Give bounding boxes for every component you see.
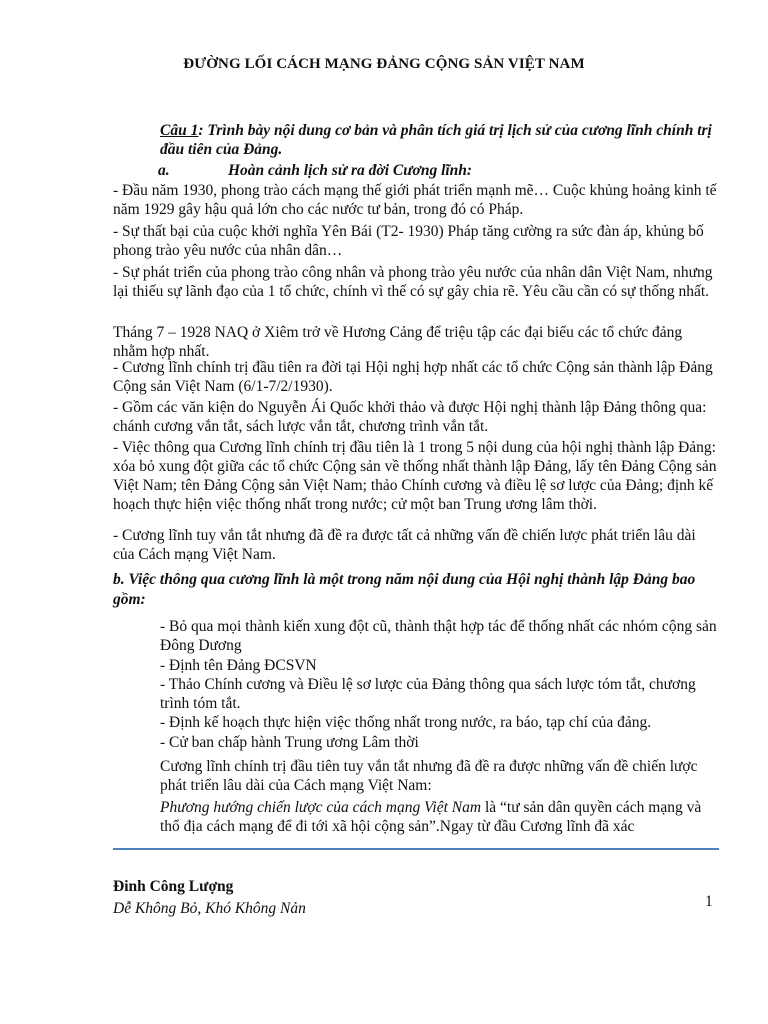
- document-title: ĐƯỜNG LỐI CÁCH MẠNG ĐẢNG CỘNG SẢN VIỆT NAM: [183, 56, 585, 72]
- footer-author: Đinh Công Lượng: [113, 878, 234, 895]
- closing-paragraph-2: [113, 798, 718, 836]
- closing-text: [113, 798, 718, 836]
- paragraph: - Cương lĩnh chính trị đầu tiên ra đời tại Hội nghị hợp nhất các tổ chức Cộng sản thành lập Đảng Cộng sản Việt Nam (6/1-7/2/1930).: [113, 359, 713, 395]
- paragraph: - Cương lĩnh tuy vắn tắt nhưng đã đề ra được tất cả những vấn đề chiến lược phát triển lâu dài của Cách mạng Việt Nam.: [113, 527, 696, 563]
- closing-sentence: Cương lĩnh chính trị đầu tiên tuy vắn tắt nhưng đã đề ra được những vấn đề chiến lược phát triển lâu dài của Cách mạng Việt Nam:: [160, 758, 698, 794]
- paragraph: - Gồm các văn kiện do Nguyễn Ái Quốc khởi thảo và được Hội nghị thành lập Đảng thông qua: chánh cương vắn tắt, sách lược vắn tắt, chương trình vắn tắt.: [113, 399, 707, 435]
- strategy-rest: là “tư sản dân quyền cách mạng và thổ địa cách mạng để đi tới xã hội cộng sản”.Ngay từ đầu Cương lĩnh đã xác: [160, 799, 702, 835]
- section-a-letter: a.: [158, 162, 170, 179]
- question-text: : Trình bày nội dung cơ bản và phân tích giá trị lịch sử của cương lĩnh chính trị đầu tiên của Đảng.: [160, 122, 712, 158]
- list-item: [113, 675, 718, 713]
- paragraph: - Sự phát triển của phong trào công nhân và phong trào yêu nước của nhân dân Việt Nam, nhưng lại thiếu sự lãnh đạo của 1 tổ chức, chính vì thế có sự gây chia rẽ. Yêu cầu cần có sự thống nhất.: [113, 264, 713, 300]
- paragraph: Tháng 7 – 1928 NAQ ở Xiêm trở về Hương Cảng để triệu tập các đại biểu các tổ chức đảng nhằm hợp nhất.: [113, 324, 683, 360]
- question-heading: [160, 121, 720, 159]
- footer-rule: [113, 848, 719, 850]
- question-label: Câu 1: [160, 122, 199, 139]
- section-a-heading: [158, 162, 678, 180]
- page-number: 1: [705, 893, 713, 910]
- section-b-heading: b. Việc thông qua cương lĩnh là một trong năm nội dung của Hội nghị thành lập Đảng bao gồm:: [113, 571, 696, 608]
- closing-paragraph: [113, 757, 718, 795]
- paragraph: - Việc thông qua Cương lĩnh chính trị đầu tiên là 1 trong 5 nội dung của hội nghị thành lập Đảng: xóa bỏ xung đột giữa các tổ chức Cộng sản về thống nhất thành lập Đảng, lấy tên Đảng Cộng sản Việt Nam; tên Đảng Cộng sản Việt Nam; thảo Chính cương và điều lệ sơ lược của Đảng; định kế hoạch thực hiện việc thống nhất trong nước; cử một ban Trung ương lâm thời.: [113, 439, 717, 513]
- list-item-text: - Định kế hoạch thực hiện việc thống nhất trong nước, ra báo, tạp chí của đảng.: [160, 714, 652, 731]
- paragraph: - Sự thất bại của cuộc khởi nghĩa Yên Bái (T2- 1930) Pháp tăng cường ra sức đàn áp, khủng bố phong trào yêu nước của nhân dân…: [113, 223, 704, 259]
- list-item-text: - Cử ban chấp hành Trung ương Lâm thời: [160, 734, 419, 751]
- strategy-lead: Phương hướng chiến lược của cách mạng Việt Nam: [160, 799, 482, 816]
- list-item-text: - Định tên Đảng ĐCSVN: [160, 657, 317, 674]
- section-a-title: Hoàn cảnh lịch sử ra đời Cương lĩnh:: [228, 162, 473, 179]
- list-item: [113, 733, 718, 752]
- list-item-text: - Bỏ qua mọi thành kiến xung đột cũ, thành thật hợp tác để thống nhất các nhóm cộng sản Đông Dương: [160, 618, 717, 654]
- footer-motto: Dễ Không Bỏ, Khó Không Nản: [113, 900, 306, 917]
- list-item: [113, 713, 718, 732]
- list-item: [113, 656, 718, 675]
- list-item-text: - Thảo Chính cương và Điều lệ sơ lược của Đảng thông qua sách lược tóm tắt, chương trình tóm tắt.: [160, 676, 696, 712]
- paragraph: - Đầu năm 1930, phong trào cách mạng thế giới phát triển mạnh mẽ… Cuộc khủng hoảng kinh tế năm 1929 gây hậu quả lớn cho các nước tư bản, trong đó có Pháp.: [113, 182, 717, 218]
- list-item: [113, 617, 718, 655]
